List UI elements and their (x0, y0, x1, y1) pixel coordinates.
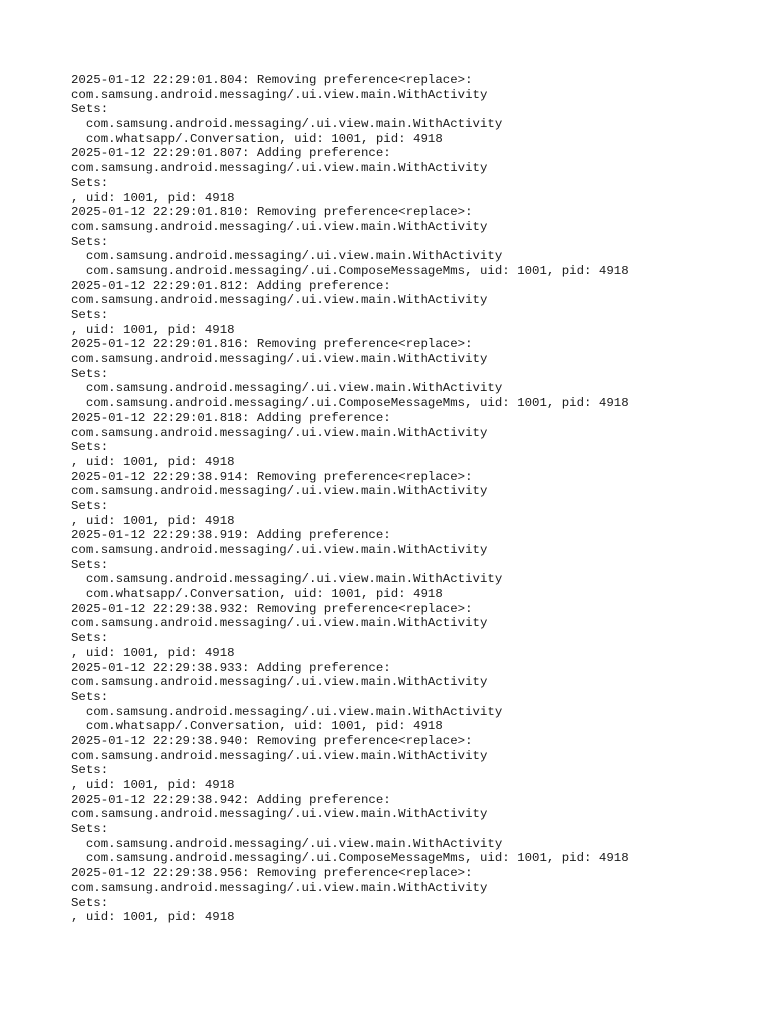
log-line: com.samsung.android.messaging/.ui.view.main.WithActivity (71, 117, 503, 132)
log-line: com.samsung.android.messaging/.ui.view.main.WithActivity (71, 675, 488, 690)
log-line: 2025-01-12 22:29:38.942: Adding preference: (71, 792, 391, 807)
log-line: Sets: (71, 822, 109, 837)
log-line: 2025-01-12 22:29:01.807: Adding preference: (71, 146, 391, 161)
log-line: com.samsung.android.messaging/.ui.view.main.WithActivity (71, 161, 488, 176)
log-line: 2025-01-12 22:29:38.956: Removing preference<replace>: (71, 866, 473, 881)
log-line: com.samsung.android.messaging/.ui.view.main.WithActivity (71, 543, 488, 557)
log-line: 2025-01-12 22:29:01.812: Adding preference: (71, 278, 391, 293)
log-line: com.samsung.android.messaging/.ui.view.main.WithActivity (71, 484, 488, 499)
log-line: Sets: (71, 175, 109, 190)
log-line: com.samsung.android.messaging/.ui.ComposeMessageMms, uid: 1001, pid: 4918 (71, 851, 629, 866)
log-line: Sets: (71, 557, 109, 572)
log-line: 2025-01-12 22:29:01.810: Removing preference<replace>: (71, 205, 473, 220)
log-line: 2025-01-12 22:29:38.932: Removing preference<replace>: (71, 601, 473, 616)
log-line: , uid: 1001, pid: 4918 (71, 190, 235, 205)
log-line: Sets: (71, 689, 109, 704)
log-line: com.samsung.android.messaging/.ui.view.main.WithActivity (71, 381, 503, 396)
log-line: com.samsung.android.messaging/.ui.ComposeMessageMms, uid: 1001, pid: 4918 (71, 263, 629, 278)
log-line: com.samsung.android.messaging/.ui.view.main.WithActivity (71, 704, 503, 719)
log-line: 2025-01-12 22:29:01.816: Removing preference<replace>: (71, 337, 473, 352)
log-line: com.samsung.android.messaging/.ui.view.main.WithActivity (71, 807, 488, 822)
log-line: com.samsung.android.messaging/.ui.view.main.WithActivity (71, 87, 488, 102)
log-line: Sets: (71, 440, 109, 455)
log-line: com.samsung.android.messaging/.ui.view.main.WithActivity (71, 352, 488, 367)
log-line: , uid: 1001, pid: 4918 (71, 454, 235, 469)
log-line: com.samsung.android.messaging/.ui.view.main.WithActivity (71, 425, 488, 440)
log-line: com.samsung.android.messaging/.ui.view.main.WithActivity (71, 616, 488, 631)
log-line: com.samsung.android.messaging/.ui.view.main.WithActivity (71, 219, 488, 234)
log-line: Sets: (71, 366, 109, 381)
log-line: com.whatsapp/.Conversation, uid: 1001, pid: 4918 (71, 587, 443, 602)
log-line: Sets: (71, 895, 109, 910)
log-line: , uid: 1001, pid: 4918 (71, 778, 235, 792)
log-line: com.samsung.android.messaging/.ui.view.main.WithActivity (71, 880, 488, 895)
log-text-body (71, 73, 629, 925)
log-line: Sets: (71, 498, 109, 513)
log-line: com.samsung.android.messaging/.ui.view.main.WithActivity (71, 249, 503, 264)
log-line: , uid: 1001, pid: 4918 (71, 645, 235, 660)
log-line: Sets: (71, 234, 109, 249)
log-line: Sets: (71, 102, 109, 117)
log-line: , uid: 1001, pid: 4918 (71, 322, 235, 337)
log-line: com.samsung.android.messaging/.ui.view.main.WithActivity (71, 836, 503, 851)
log-line: Sets: (71, 763, 109, 778)
log-line: com.samsung.android.messaging/.ui.view.main.WithActivity (71, 293, 488, 308)
log-line: 2025-01-12 22:29:38.914: Removing preference<replace>: (71, 469, 473, 484)
log-line: com.samsung.android.messaging/.ui.view.main.WithActivity (71, 748, 488, 763)
log-line: com.whatsapp/.Conversation, uid: 1001, pid: 4918 (71, 131, 443, 146)
log-line: 2025-01-12 22:29:01.804: Removing preference<replace>: (71, 73, 473, 87)
log-line: Sets: (71, 308, 109, 322)
log-line: com.whatsapp/.Conversation, uid: 1001, pid: 4918 (71, 719, 443, 734)
log-line: 2025-01-12 22:29:38.940: Removing preference<replace>: (71, 733, 473, 748)
log-line: com.samsung.android.messaging/.ui.ComposeMessageMms, uid: 1001, pid: 4918 (71, 396, 629, 411)
log-line: , uid: 1001, pid: 4918 (71, 513, 235, 528)
log-line: 2025-01-12 22:29:38.919: Adding preference: (71, 528, 391, 543)
log-line: 2025-01-12 22:29:01.818: Adding preference: (71, 410, 391, 425)
log-line: com.samsung.android.messaging/.ui.view.main.WithActivity (71, 572, 503, 587)
log-line: , uid: 1001, pid: 4918 (71, 910, 235, 925)
log-line: 2025-01-12 22:29:38.933: Adding preference: (71, 660, 391, 675)
log-line: Sets: (71, 631, 109, 646)
